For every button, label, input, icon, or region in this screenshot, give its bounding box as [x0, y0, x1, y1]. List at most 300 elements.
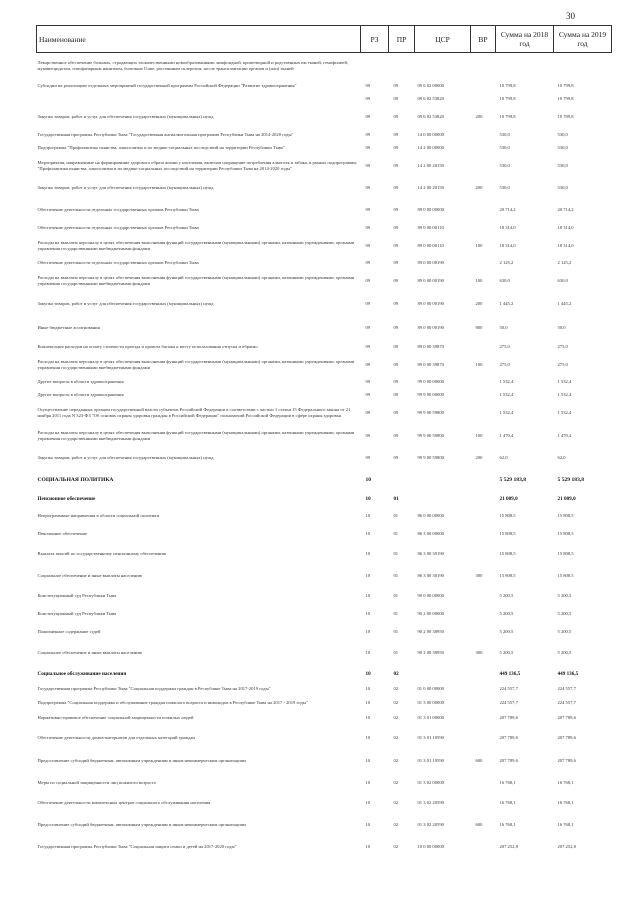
- cell-sum-2018: 50,0: [499, 324, 508, 330]
- table-row: [37, 606, 612, 623]
- cell-name: Осуществление переданных органам государственной власти субъектов Российской Федерации в соответствии с частью 1 статьи 15 Федерального закона от 21 ноября 2011 года N 323-ФЗ "Об основах охраны здоровья граждан в Российской Федерации" полномочий Российской Федерации в сфере охраны здоровья: [37, 406, 351, 418]
- cell-sum-2019: 16 768,1: [557, 821, 574, 827]
- table-row: [37, 623, 612, 642]
- cell-sum-2018: 10 799,8: [499, 96, 516, 101]
- cell-rz: 10: [365, 496, 371, 502]
- cell-csr: 14 2 00 20150: [417, 185, 444, 190]
- table-row: [37, 525, 612, 543]
- cell-rz: 10: [365, 593, 371, 598]
- cell-csr: 99 9 00 00000: [417, 391, 444, 397]
- cell-sum-2018: 207 789,6: [499, 715, 518, 720]
- cell-name: Расходы на выплаты персоналу в целях обеспечения выполнения функций государственными (муниципальными) органами, казенными учреждениями, органами управления государственными внебюджетными фондами: [37, 429, 355, 441]
- cell-rz: 09: [365, 391, 371, 397]
- cell-rz: 09: [365, 432, 371, 438]
- cell-pr: 01: [393, 513, 399, 518]
- cell-csr: 90 2 00 38950: [417, 650, 444, 655]
- cell-pr: 09: [393, 300, 399, 306]
- cell-name: Иные бюджетные ассигнования: [37, 324, 100, 330]
- cell-vr: [471, 665, 496, 683]
- cell-sum-2018: 530,0: [499, 163, 510, 168]
- cell-csr: 10 0 00 00000: [417, 843, 444, 849]
- table-row: [37, 814, 612, 836]
- cell-rz: 10: [365, 629, 371, 634]
- cell-sum-2018: 18 314,0: [499, 242, 516, 248]
- cell-sum-2018: 21 009,0: [499, 496, 518, 502]
- cell-sum-2018: 207 789,6: [499, 758, 518, 763]
- cell-rz: 10: [365, 843, 371, 849]
- cell-sum-2018: 62,0: [499, 454, 508, 460]
- cell-sum-2018: 18 314,0: [499, 224, 516, 230]
- cell-rz: 09: [365, 324, 371, 330]
- cell-csr: 01 3 01 10590: [417, 758, 444, 763]
- cell-sum-2019: 18 314,0: [557, 224, 574, 230]
- cell-vr: 600: [475, 821, 483, 827]
- table-row: [37, 235, 612, 257]
- cell-rz: 09: [365, 361, 371, 367]
- cell-sum-2018: 275,0: [499, 344, 510, 349]
- table-row: [37, 293, 612, 315]
- cell-name: Обеспечение деятельности домов-интернатов для отдельных категорий граждан: [37, 734, 195, 740]
- table-row: [37, 155, 612, 178]
- cell-pr: 09: [393, 432, 399, 438]
- cell-csr: 09 6 02 53820: [417, 96, 444, 101]
- cell-sum-2019: 10 799,8: [557, 96, 574, 101]
- cell-sum-2019: 15 808,5: [557, 513, 574, 518]
- cell-name: Государственная программа Республики Тыва "Государственная антиалкогольная программа Республики Тыва на 2014-2020 годы": [37, 131, 294, 137]
- cell-name: Социальное обеспечение и иные выплаты населению: [37, 650, 143, 655]
- cell-sum-2019: 275,0: [557, 344, 568, 349]
- cell-sum-2018: 275,0: [499, 361, 510, 367]
- cell-sum-2018: 16 768,1: [499, 821, 516, 827]
- cell-vr: 200: [475, 300, 483, 306]
- cell-name: Компенсация расходов на оплату стоимости проезда и провоза багажа к месту использования отпуска и обратно: [37, 344, 258, 349]
- cell-name: Непрограммные направления в области социальной политики: [37, 513, 160, 518]
- cell-rz: 10: [365, 670, 371, 677]
- table-row: [37, 53, 612, 79]
- table-row: [37, 727, 612, 749]
- table-row: [37, 665, 612, 683]
- cell-sum-2018: 207 252,8: [499, 843, 518, 849]
- cell-vr: [471, 710, 496, 727]
- cell-sum-2019: 5 200,5: [557, 629, 572, 634]
- cell-vr: [471, 199, 496, 221]
- cell-pr: 09: [393, 163, 399, 168]
- table-row: [37, 376, 612, 389]
- cell-sum-2019: 207 789,6: [557, 758, 576, 763]
- cell-vr: [471, 696, 496, 710]
- cell-sum-2019: 207 789,6: [557, 734, 576, 740]
- cell-sum-2019: 15 808,5: [557, 550, 574, 556]
- header-pr: ПР: [389, 26, 415, 53]
- table-row: [37, 128, 612, 142]
- cell-vr: [471, 792, 496, 814]
- cell-sum-2018: 5 200,5: [499, 629, 514, 634]
- cell-sum-2018: 16 768,1: [499, 779, 516, 785]
- cell-sum-2018: 1 532,4: [499, 409, 514, 415]
- cell-rz: 10: [365, 513, 371, 518]
- cell-sum-2018: 207 789,6: [499, 734, 518, 740]
- cell-sum-2018: 10 799,8: [499, 113, 516, 119]
- cell-vr: [471, 836, 496, 858]
- cell-name: Предоставление субсидий бюджетным, автономным учреждениям и иным некоммерческим организациям: [37, 821, 246, 827]
- cell-vr: [471, 128, 496, 142]
- cell-pr: 02: [393, 686, 399, 691]
- cell-pr: 01: [393, 572, 399, 578]
- cell-sum-2019: 1 532,4: [557, 391, 572, 397]
- table-row: [37, 696, 612, 710]
- cell-pr: 09: [393, 361, 399, 367]
- cell-pr: 02: [393, 699, 399, 705]
- cell-sum-2019: 2 125,2: [557, 260, 572, 265]
- cell-rz: 09: [365, 409, 371, 415]
- cell-csr: [415, 53, 471, 79]
- cell-vr: [471, 491, 496, 508]
- cell-rz: 10: [365, 799, 371, 805]
- cell-pr: 02: [393, 734, 399, 740]
- cell-vr: 800: [475, 324, 483, 330]
- cell-csr: [415, 665, 471, 683]
- table-row: [37, 178, 612, 199]
- cell-sum-2018: 530,0: [499, 145, 510, 150]
- cell-sum-2019: 20 714,2: [557, 206, 574, 212]
- cell-csr: 90 2 00 38950: [417, 629, 444, 634]
- cell-vr: [471, 376, 496, 389]
- cell-name: Конституционный суд Республики Тыва: [37, 593, 117, 598]
- cell-sum-2018: 5 200,5: [499, 611, 514, 616]
- cell-sum-2019: 449 136,5: [557, 670, 579, 677]
- header-vr: ВР: [471, 26, 496, 53]
- cell-name: Подпрограмма "Профилактика пьянства, алкоголизма и их медико-социальных последствий на территории Республики Тыва": [37, 145, 285, 150]
- cell-csr: 89 0 00 00190: [417, 300, 444, 306]
- cell-name: СОЦИАЛЬНАЯ ПОЛИТИКА: [37, 476, 114, 483]
- cell-sum-2019: 15 808,5: [557, 530, 574, 536]
- cell-name: Подпрограмма "Социальная поддержка и обслуживание граждан пожилого возраста и инвалидов в Республике Тыва на 2017 - 2019 годы": [37, 699, 308, 705]
- cell-sum-2019: 15 808,5: [557, 572, 574, 578]
- cell-csr: 09 6 02 53820: [417, 113, 444, 119]
- table-row: [37, 401, 612, 425]
- table-header-row: [37, 26, 612, 53]
- cell-rz: 09: [365, 185, 371, 190]
- cell-sum-2018: 15 808,5: [499, 550, 516, 556]
- cell-vr: 200: [475, 185, 483, 190]
- table-row: [37, 710, 612, 727]
- cell-rz: 10: [365, 758, 371, 763]
- cell-sum-2019: 50,0: [557, 324, 566, 330]
- cell-pr: 09: [393, 409, 399, 415]
- cell-sum-2018: 530,0: [499, 185, 510, 190]
- cell-csr: [415, 469, 471, 491]
- cell-sum-2018: 16 768,1: [499, 799, 516, 805]
- cell-name: Мероприятия, направленные на формирование здорового образа жизни у населения, включая сокращение потребления алкоголя и табака, в рамках подпрограммы "Профилактика пьянства, алкоголизма и их медико-социальных последствий на территории Республики Тыва на 2014-2020 годы": [37, 160, 357, 171]
- cell-rz: 09: [365, 278, 371, 283]
- table-row: [37, 543, 612, 565]
- cell-pr: 09: [393, 224, 399, 230]
- cell-rz: 10: [365, 715, 371, 720]
- cell-name: Обеспечение деятельности отдельных государственных органов Республики Тыва: [37, 206, 199, 212]
- table-row: [37, 93, 612, 106]
- cell-pr: 09: [393, 242, 399, 248]
- cell-pr: 01: [393, 530, 399, 536]
- cell-sum-2019: 21 009,0: [557, 496, 576, 502]
- cell-sum-2019: [554, 53, 612, 79]
- cell-pr: 01: [393, 593, 399, 598]
- cell-csr: 89 0 00 00000: [417, 206, 444, 212]
- cell-csr: 14 0 00 00000: [417, 131, 444, 137]
- table-row: [37, 836, 612, 858]
- cell-sum-2019: 530,0: [557, 163, 568, 168]
- header-sum-2019: Сумма на 2019 год: [554, 26, 612, 53]
- cell-sum-2018: 530,0: [499, 131, 510, 137]
- cell-sum-2018: 15 808,5: [499, 530, 516, 536]
- cell-name: Другие вопросы в области здравоохранения: [37, 379, 124, 384]
- cell-sum-2018: 5 529 183,8: [499, 476, 527, 483]
- cell-vr: 600: [475, 758, 483, 763]
- table-row: [37, 315, 612, 341]
- cell-sum-2019: 1 470,4: [557, 432, 572, 438]
- cell-rz: 09: [365, 454, 371, 460]
- cell-pr: 09: [393, 391, 399, 397]
- cell-sum-2019: 224 557,7: [557, 699, 576, 705]
- cell-vr: [471, 79, 496, 93]
- cell-rz: 09: [365, 224, 371, 230]
- cell-csr: 90 0 00 00000: [417, 593, 444, 598]
- cell-vr: [471, 525, 496, 543]
- cell-rz: 10: [365, 734, 371, 740]
- cell-name: Другие вопросы в области здравоохранения: [37, 391, 124, 397]
- cell-vr: [471, 623, 496, 642]
- cell-vr: [471, 93, 496, 106]
- cell-rz: 09: [365, 242, 371, 248]
- cell-csr: 99 9 00 59800: [417, 409, 444, 415]
- table-row: [37, 792, 612, 814]
- cell-name: Социальное обеспечение и иные выплаты населению: [37, 572, 143, 578]
- table-row: [37, 341, 612, 354]
- cell-pr: 02: [393, 821, 399, 827]
- cell-vr: 300: [475, 572, 483, 578]
- cell-pr: 09: [393, 324, 399, 330]
- cell-name: Государственная программа Республики Тыва "Социальная поддержка граждан в Республике Тыва на 2017-2019 годы": [37, 686, 271, 691]
- cell-csr: [415, 491, 471, 508]
- cell-name: Лекарственное обеспечение больных, страдающих злокачественными новообразованиями лимфоидной, кроветворной и родственных им тканей, гемофилией, муковисцидозом, гипофизарным нанизмом, болезнью Гоше, рассеянным склерозом, после трансплантации органов и (или) тканей: [37, 59, 349, 71]
- cell-vr: [471, 683, 496, 696]
- cell-pr: 09: [393, 113, 399, 119]
- cell-rz: 09: [365, 82, 371, 88]
- cell-sum-2019: 530,0: [557, 145, 568, 150]
- cell-rz: 10: [365, 550, 371, 556]
- cell-sum-2019: 10 799,8: [557, 113, 574, 119]
- cell-name: Обеспечение деятельности отдельных государственных органов Республики Тыва: [37, 224, 199, 230]
- cell-vr: 100: [475, 278, 483, 283]
- cell-csr: 89 0 00 00110: [417, 224, 444, 230]
- cell-pr: 09: [393, 185, 399, 190]
- cell-rz: 10: [365, 686, 371, 691]
- cell-name: Закупка товаров, работ и услуг для обеспечения государственных (муниципальных) нужд: [37, 454, 214, 460]
- table-row: [37, 354, 612, 376]
- cell-name: [37, 93, 361, 106]
- cell-name: Закупка товаров, работ и услуг для обеспечения государственных (муниципальных) нужд: [37, 113, 214, 119]
- cell-csr: 86 3 00 30190: [417, 572, 444, 578]
- cell-name: Выплата пенсий по государственному пенсионному обеспечению: [37, 550, 167, 556]
- cell-sum-2019: 10 799,8: [557, 82, 574, 88]
- cell-pr: 02: [393, 779, 399, 785]
- cell-pr: 01: [393, 629, 399, 634]
- cell-csr: 99 0 00 00000: [417, 379, 444, 384]
- table-row: [37, 142, 612, 155]
- cell-rz: 09: [365, 163, 371, 168]
- cell-sum-2019: 1 532,4: [557, 379, 572, 384]
- cell-sum-2019: 224 557,7: [557, 686, 576, 691]
- table-row: [37, 425, 612, 447]
- cell-csr: 99 9 00 59800: [417, 454, 444, 460]
- header-csr: ЦСР: [415, 26, 471, 53]
- cell-name: Закупка товаров, работ и услуг для обеспечения государственных (муниципальных) нужд: [37, 300, 214, 306]
- cell-csr: 89 0 00 39870: [417, 361, 444, 367]
- cell-vr: [471, 587, 496, 606]
- cell-pr: 09: [393, 454, 399, 460]
- table-row: [37, 447, 612, 469]
- cell-csr: 14 2 00 20150: [417, 163, 444, 168]
- cell-sum-2018: 20 714,2: [499, 206, 516, 212]
- cell-name: Пожизненное содержание судей: [37, 629, 101, 634]
- cell-rz: 09: [365, 145, 371, 150]
- cell-vr: [471, 257, 496, 270]
- cell-csr: 09 6 02 00000: [417, 82, 444, 88]
- cell-csr: 86 3 00 30190: [417, 550, 444, 556]
- table-row: [37, 79, 612, 93]
- cell-vr: [471, 606, 496, 623]
- table-row: [37, 270, 612, 293]
- cell-sum-2019: 207 252,8: [557, 843, 576, 849]
- cell-rz: 10: [365, 650, 371, 655]
- cell-vr: 300: [475, 650, 483, 655]
- cell-vr: [471, 155, 496, 178]
- page-number: 30: [566, 11, 575, 21]
- cell-vr: [471, 53, 496, 79]
- cell-csr: 01 3 02 20590: [417, 799, 444, 805]
- cell-sum-2018: 449 136,5: [499, 670, 521, 677]
- cell-vr: 200: [475, 454, 483, 460]
- cell-name: Меры по социальной защищенности лиц пожилого возраста: [37, 779, 156, 785]
- cell-name: Предоставление субсидий бюджетным, автономным учреждениям и иным некоммерческим организациям: [37, 758, 246, 763]
- cell-rz: 10: [365, 611, 371, 616]
- cell-vr: 100: [475, 242, 483, 248]
- cell-pr: [389, 53, 415, 79]
- table-row: [37, 587, 612, 606]
- cell-pr: 09: [393, 96, 399, 101]
- cell-vr: [471, 543, 496, 565]
- header-rz: РЗ: [361, 26, 389, 53]
- cell-sum-2018: 1 470,4: [499, 432, 514, 438]
- table-row: [37, 199, 612, 221]
- cell-sum-2018: 630,0: [499, 278, 510, 283]
- cell-vr: [471, 508, 496, 525]
- cell-pr: 09: [393, 206, 399, 212]
- cell-pr: 01: [393, 496, 399, 502]
- cell-sum-2018: [496, 53, 554, 79]
- cell-pr: 01: [393, 650, 399, 655]
- cell-name: Обеспечение деятельности комплексных центров социального обслуживания населения: [37, 799, 211, 805]
- cell-sum-2018: 1 532,4: [499, 391, 514, 397]
- cell-rz: 10: [365, 779, 371, 785]
- cell-vr: [471, 221, 496, 235]
- cell-csr: 86 0 00 00000: [417, 513, 444, 518]
- cell-csr: 01 3 00 00000: [417, 699, 444, 705]
- cell-sum-2019: 5 529 183,8: [557, 476, 585, 483]
- cell-vr: 100: [475, 361, 483, 367]
- cell-csr: 01 3 01 00000: [417, 715, 444, 720]
- cell-rz: 09: [365, 260, 371, 265]
- cell-sum-2019: 16 768,1: [557, 799, 574, 805]
- cell-name: Субсидии на реализацию отдельных мероприятий государственной программы Российской Федерации "Развитие здравоохранения": [37, 82, 297, 88]
- cell-sum-2018: 2 125,2: [499, 260, 514, 265]
- cell-name: Пенсионное обеспечение: [37, 530, 88, 536]
- cell-name: Конституционный суд Республики Тыва: [37, 611, 117, 616]
- cell-rz: 09: [365, 344, 371, 349]
- cell-name: Социальное обслуживание населения: [37, 670, 127, 677]
- cell-name: Закупка товаров, работ и услуг для обеспечения государственных (муниципальных) нужд: [37, 185, 214, 190]
- cell-sum-2019: 530,0: [557, 185, 568, 190]
- cell-sum-2018: 224 557,7: [499, 686, 518, 691]
- table-row: [37, 221, 612, 235]
- cell-pr: 02: [393, 799, 399, 805]
- cell-rz: 10: [365, 530, 371, 536]
- table-row: [37, 565, 612, 587]
- cell-csr: 01 3 02 00000: [417, 779, 444, 785]
- cell-csr: 89 0 00 00190: [417, 260, 444, 265]
- cell-csr: 89 0 00 00110: [417, 242, 444, 248]
- cell-vr: [471, 389, 496, 401]
- cell-sum-2018: 1 532,4: [499, 379, 514, 384]
- cell-name: Государственная программа Республики Тыва "Социальная защита семьи и детей на 2017-2020 годы": [37, 843, 237, 849]
- cell-sum-2019: 530,0: [557, 131, 568, 137]
- cell-rz: 09: [365, 206, 371, 212]
- cell-csr: 01 3 02 20590: [417, 821, 444, 827]
- cell-csr: 89 0 00 00190: [417, 324, 444, 330]
- cell-vr: [471, 142, 496, 155]
- cell-sum-2019: 5 200,5: [557, 611, 572, 616]
- cell-vr: [471, 341, 496, 354]
- cell-name: Расходы на выплаты персоналу в целях обеспечения выполнения функций государственными (муниципальными) органами, казенными учреждениями, органами управления государственными внебюджетными фондами: [37, 239, 355, 251]
- cell-sum-2019: 5 200,5: [557, 593, 572, 598]
- cell-vr: [471, 727, 496, 749]
- cell-rz: 09: [365, 131, 371, 137]
- cell-pr: 01: [393, 550, 399, 556]
- cell-vr: 100: [475, 432, 483, 438]
- cell-rz: 10: [365, 821, 371, 827]
- cell-pr: 09: [393, 131, 399, 137]
- table-row: [37, 106, 612, 128]
- table-row: [37, 257, 612, 270]
- cell-pr: 09: [393, 344, 399, 349]
- cell-sum-2019: 1 532,4: [557, 409, 572, 415]
- cell-pr: 09: [393, 82, 399, 88]
- cell-pr: 02: [393, 715, 399, 720]
- table-row: [37, 491, 612, 508]
- budget-table-container: [36, 25, 611, 858]
- cell-sum-2019: 18 314,0: [557, 242, 574, 248]
- cell-sum-2019: 275,0: [557, 361, 568, 367]
- cell-csr: 90 2 00 00000: [417, 611, 444, 616]
- table-row: [37, 642, 612, 665]
- cell-sum-2019: 62,0: [557, 454, 566, 460]
- cell-sum-2018: 224 557,7: [499, 699, 518, 705]
- cell-pr: 09: [393, 145, 399, 150]
- cell-pr: 09: [393, 379, 399, 384]
- cell-sum-2018: 10 799,8: [499, 82, 516, 88]
- cell-csr: 89 0 00 00190: [417, 278, 444, 283]
- cell-csr: 86 3 00 00000: [417, 530, 444, 536]
- cell-pr: 02: [393, 758, 399, 763]
